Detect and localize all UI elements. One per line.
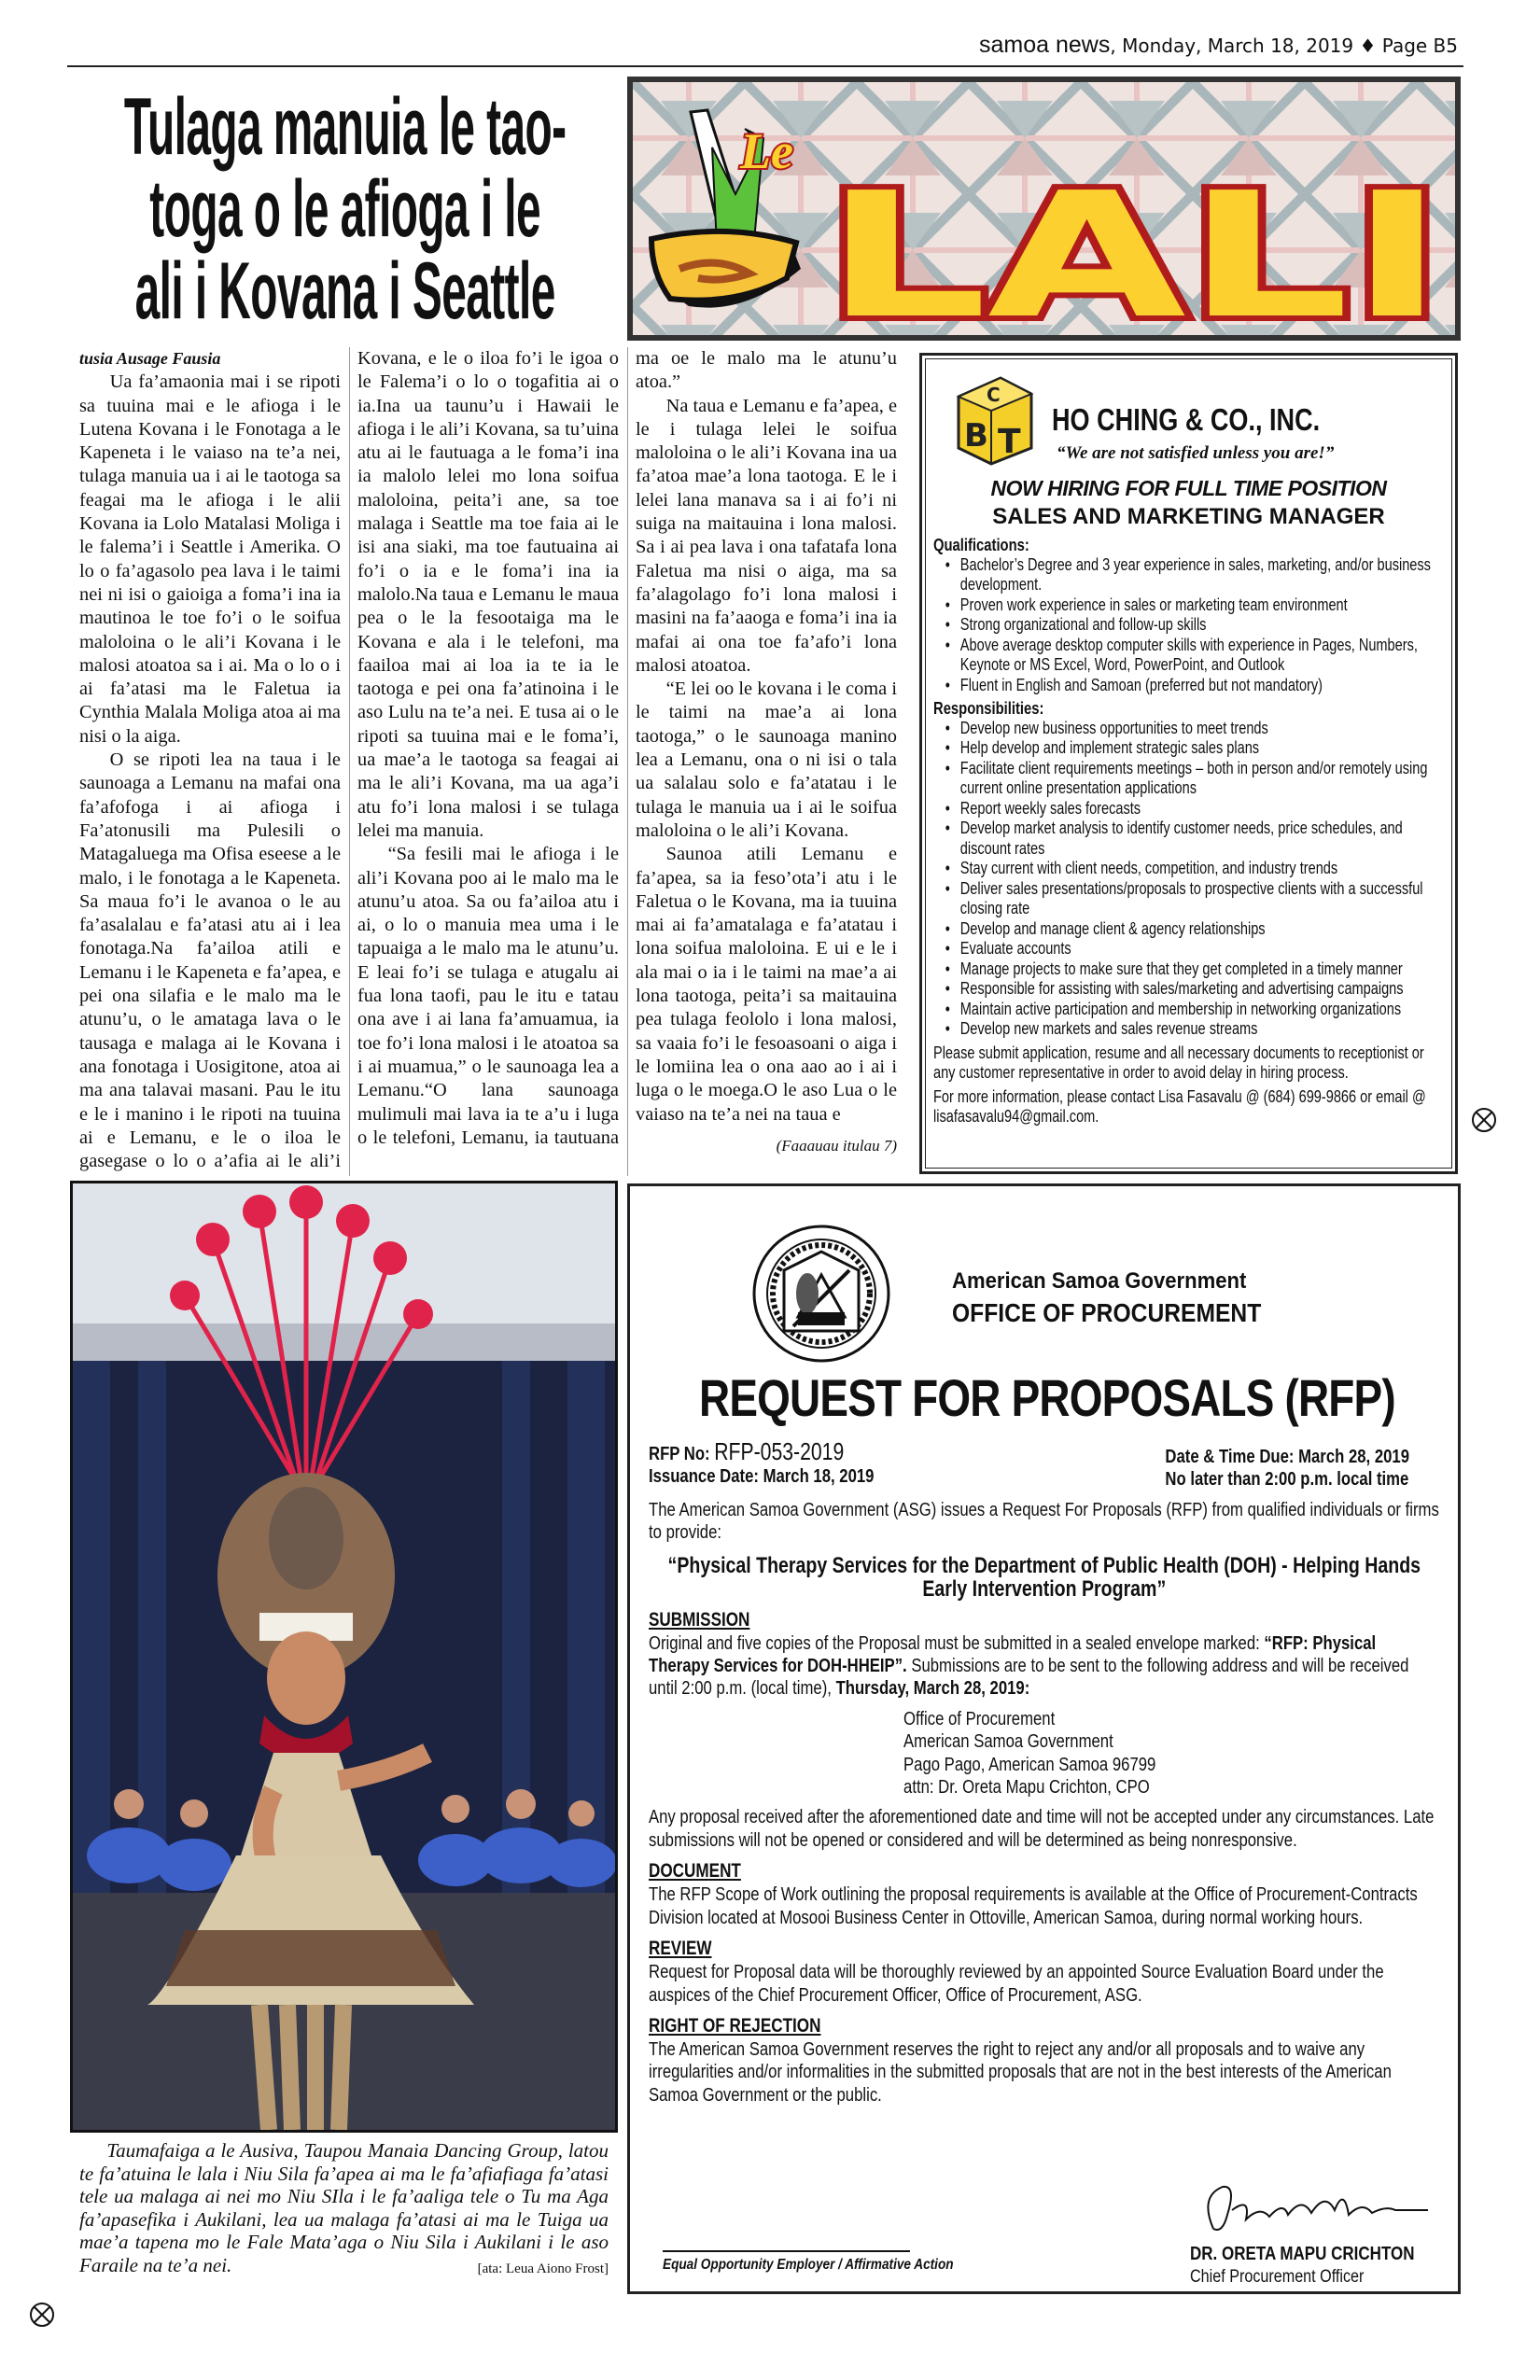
qualifications-label: Qualifications:	[933, 535, 1029, 554]
review-text: Request for Proposal data will be thoroughly reviewed by an appointed Source Evaluation Board under the auspices of the Chief Procurement Officer, Office of Procurement, ASG.	[649, 1961, 1384, 2006]
address-line: Office of Procurement	[903, 1707, 1056, 1729]
list-item: • Develop new markets and sales revenue streams	[945, 1019, 1441, 1040]
project-title: “Physical Therapy Services for the Department of Public Health (DOH) - Helping Hands Early Intervention Program”	[667, 1552, 1421, 1602]
date-page: , Monday, March 18, 2019 ♦ Page B5	[1110, 35, 1458, 57]
article-paragraph: O se ripoti lea na taua i le saunoaga a Lemanu na mafai ona fa’afofoga i ai afioga i Fa’atonusili ma Pulesili o Matagaluega ma Ofisa eseese a le malo, i le fonotaga a le Kapeneta. Sa maua fo’i le avanoa o le au fa’asalalau e fa’atasi atu ai i lea fonotaga.Na fa’ailoa atili e Lemanu i le Kapeneta e fa’apea, e pei ona silafia e le malo ma le atunu’u, o le amataga lava o le tausaga e malaga ai le Kovana i ana fonotaga i Uosigitone, atoa ai ma ana talavai masani. Pau le itu e le i manino i le ripoti na tuuina ai e Lemanu, e le o iloa le gasegase o lo o a’afia ai le ali’i Kovana, e le o iloa fo’i le igoa o le Falema’i o lo o togafitia ai o ia.Ina ua taunu’u i Hawaii le afioga i le ali’i Kovana, sa tu’uina atu ai le fautuaga a le foma’i ina ia malolo lelei mo lona soifua maloloina, peita’i ane, sa toe malaga i Seattle ma toe faia ai le isi ana siaki, ma toe fautuaina ai fo’i o ia e le foma’i ina ia malolo.Na taua e Lemanu le maua pea o le la fesootaiga ma le Kovana e ala i le telefoni, ma faailoa mai ai loa ia te ia le taotoga e pei ona fa’atinoina i le aso Lulu na te’a nei. E tusa ai o le ripoti sa tuuina mai e le foma’i, ua mae’a le taotoga sa feagai ai ma le ali’i Kovana, ma ua aga’i atu fo’i lona malosi i se tulaga lelei ma manuia.	[79, 348, 619, 1172]
responsibilities-label: Responsibilities:	[933, 698, 1044, 718]
list-item: • Proven work experience in sales or marketing team environment	[945, 595, 1441, 616]
due-date: Date & Time Due: March 28, 2019	[1165, 1446, 1409, 1467]
rfp-intro: The American Samoa Government (ASG) issues a Request For Proposals (RFP) from qualified individuals or firms to provide:	[649, 1498, 1439, 1544]
list-item: • Stay current with client needs, competition, and industry trends	[945, 859, 1441, 879]
submission-heading: SUBMISSION	[649, 1608, 750, 1631]
signer-title: Chief Procurement Officer	[1190, 2267, 1365, 2287]
rejection-text: The American Samoa Government reserves the right to reject any and/or all proposals and to waive any irregularities and/or informalities in the submitted proposals that are not in the best interests of the American Samoa Government or the public.	[649, 2037, 1392, 2106]
document-heading: DOCUMENT	[649, 1860, 741, 1883]
banner-le: Le	[740, 123, 793, 179]
headline-line: ali i Kovana i Seattle	[134, 246, 555, 336]
article-paragraph: Saunoa atili Lemanu e fa’apea, sa ia feso’ota’i atu i le Faletua o le Kovana, ma ia tuuina mai ai fa’amatalaga e fa’atatau i lona soifua maloloina. E ui e le i ala mai o ia i le taimi na mae’a ai lona taotoga, peita’i sa maitauina pea tulaga feololo i lona malosi, sa vaaia fo’i le fesoasoani o aiga i le lomiina lea o ona aao ao i ai i luga o le moega.O le aso Lua o le vaiaso na te’a nei na taua e	[636, 844, 897, 1125]
article-headline	[70, 82, 620, 336]
headline-line: Tulaga manuia le tao-	[123, 82, 567, 172]
list-item: • Develop market analysis to identify customer needs, price schedules, and discount rates	[945, 819, 1441, 859]
svg-text:T: T	[998, 423, 1021, 461]
responsibilities-list	[933, 719, 1441, 1040]
photo-caption	[79, 2139, 609, 2280]
org-name: American Samoa Government	[952, 1268, 1247, 1294]
list-item: • Manage projects to make sure that they get completed in a timely manner	[945, 959, 1441, 980]
list-item: • Report weekly sales forecasts	[945, 799, 1441, 819]
list-item: • Responsible for assisting with sales/marketing and advertising campaigns	[945, 979, 1441, 1000]
registration-mark-icon	[1470, 1106, 1498, 1134]
submission-part: Original and five copies of the Proposal must be submitted in a sealed envelope marked:	[649, 1631, 1265, 1654]
late-note: Any proposal received after the aforementioned date and time will not be accepted under any circumstances. Late submissions will not be opened or considered and will be determined as being nonresponsive.	[649, 1806, 1435, 1851]
rfp-meta	[649, 1437, 1440, 1491]
article-paragraph: “Sa fesili mai le afioga i le ali’i Kovana poo ai le malo ma le atunu’u atoa. Sa ou fa’ailoa atu i ai, o lo o manuia mea uma i le tapuaiga a le malo ma le atunu’u. E leai fo’i se tulaga e atugalu ai fua lona taofi, pau le itu e tatau ona ave i ai lana fa’amuamua, ia toe fo’i lona malosi i le atoatoa sa i ai muamua,” o le saunoaga lea a Lemanu.“O lana saunoaga mulimuli mai lava ia te a’u i luga o le telefoni, Lemanu, ia tautuana ma oe le malo ma le atunu’u atoa.”	[357, 348, 897, 1148]
photo-credit: [ata: Leua Aiono Frost]	[477, 2261, 609, 2276]
registration-mark-icon	[28, 2301, 56, 2329]
signer-name: DR. ORETA MAPU CRICHTON	[1190, 2244, 1415, 2264]
cbt-logo	[949, 373, 1038, 467]
address-line: attn: Dr. Oreta Mapu Crichton, CPO	[903, 1776, 1150, 1799]
submission-text	[649, 1632, 1440, 1701]
eeo-text: Equal Opportunity Employer / Affirmative Action	[663, 2257, 954, 2273]
rejection-heading: RIGHT OF REJECTION	[649, 2014, 821, 2037]
signature	[1195, 2177, 1437, 2243]
banner-lali: LALI	[824, 155, 1445, 335]
job-details	[933, 535, 1441, 1127]
le-lali-banner	[627, 77, 1461, 341]
continued-note: (Faaauau itulau 7)	[776, 1136, 897, 1155]
american-samoa-seal	[751, 1224, 891, 1364]
list-item: • Develop new business opportunities to meet trends	[945, 719, 1441, 739]
rfp-ad	[627, 1183, 1461, 2294]
article-paragraph: “E lei oo le kovana i le coma i le taimi na mae’a ai lona taotoga,” o le saunoaga manino lea a Lemanu, ona o ni isi o tala ua salalau solo e fa’atatau i le tulaga le manuia ua i ai le soifua maloloina o le ali’i Kovana.	[636, 679, 897, 841]
review-heading: REVIEW	[649, 1938, 712, 1960]
document-text: The RFP Scope of Work outlining the proposal requirements is available at the Office of Procurement-Contracts Division located at Mosooi Business Center in Ottoville, American Samoa, during normal working hours.	[649, 1883, 1418, 1928]
job-ad	[919, 353, 1458, 1174]
rfp-no-label: RFP No:	[649, 1443, 710, 1464]
rfp-body	[649, 1437, 1440, 2107]
due-time: No later than 2:00 p.m. local time	[1165, 1468, 1409, 1491]
address-line: American Samoa Government	[903, 1730, 1113, 1753]
svg-text:B: B	[964, 417, 988, 455]
list-item: • Strong organizational and follow-up skills	[945, 615, 1441, 636]
list-item: • Evaluate accounts	[945, 939, 1441, 959]
list-item: • Facilitate client requirements meetings – both in person and/or remotely using current online presentation applications	[945, 759, 1441, 799]
caption-text: Taumafaiga a le Ausiva, Taupou Manaia Dancing Group, latou te fa’atuina le lala i Niu Sila fa’apea ai ma le fa’afiafiaga fa’atasi tele ua malaga ai nei mo Niu SIla i le fa’aaliga tele o Tu ma Aga fa’apasefika i Aukilani, lea ua malaga fa’atasi ai ma le Tuiga ua mae’a tapena mo le Fale Mata’aga o Niu Sila i Aukilani i le aso Faraile na te’a nei.	[79, 2139, 609, 2276]
issuance-date: Issuance Date: March 18, 2019	[649, 1465, 875, 1488]
article-paragraph: Ua fa’amaonia mai i se ripoti sa tuuina mai e le afioga i le Lutena Kovana i le Fonotaga a le Kapeneta i le vaiaso na te’a nei, tulaga manuia ua i ai le taotoga sa feagai ma le afioga i le alii Kovana ia Lolo Matalasi Moliga i le falema’i i Seattle i Amerika. O lo o fa’agasolo pea lava i le taimi nei ni isi o gaioiga a foma’i ina ia mautinoa le toe fo’i o le soifua maloloina o le ali’i Kovana i le malosi atoatoa sa i ai. Ma o lo o i ai fa’atasi ma le Faletua ia Cynthia Malala Moliga atoa ai ma nisi o la aiga.	[79, 371, 341, 747]
contact-note: For more information, please contact Lisa Fasavalu @ (684) 699-9866 or email @ lisafasavalu94@gmail.com.	[933, 1086, 1426, 1126]
submit-note: Please submit application, resume and all necessary documents to receptionist or any customer representative in order to avoid delay in hiring process.	[933, 1043, 1424, 1082]
dancer-photo	[70, 1181, 618, 2133]
byline: tusia Ausage Fausia	[79, 349, 221, 368]
submission-mark: “RFP: Physical Therapy Services for DOH-HHEIP”.	[649, 1631, 1377, 1677]
qualifications-list	[933, 555, 1441, 696]
company-tagline: “We are not satisfied unless you are!”	[1057, 443, 1335, 463]
submission-part: Submissions are to be sent to the following address and will be received until 2:00 p.m. (local time),	[649, 1655, 1409, 1700]
list-item: • Fluent in English and Samoan (preferred but not mandatory)	[945, 676, 1441, 696]
list-item: • Deliver sales presentations/proposals to prospective clients with a successful closing rate	[945, 879, 1441, 919]
le-lali-logo	[633, 82, 1455, 335]
article-paragraph: Na taua e Lemanu e fa’apea, e le i tulaga lelei le soifua maloloina o le ali’i Kovana ina ua fa’atoa mae’a lona taotoga. E le i lelei lana manava sa i ai fo’i ni suiga na maitauina i lona malosi. Sa i ai pea lava i ona tafatafa lona Faletua ma nisi o aiga, ma sa fa’alagolago fo’i lona malosi i masini na fa’aaoga e foma’i ina ia mafai ai ona toe fa’afo’i lona malosi atoatoa.	[636, 395, 897, 676]
header-rule	[67, 65, 1463, 67]
article-body	[79, 347, 897, 1176]
rfp-number: RFP-053-2019	[714, 1437, 845, 1465]
list-item: • Develop and manage client & agency relationships	[945, 919, 1441, 940]
eeo-statement	[663, 2250, 954, 2275]
dancer-image	[73, 1183, 615, 2130]
hiring-heading: NOW HIRING FOR FULL TIME POSITION	[990, 476, 1387, 500]
list-item: • Help develop and implement strategic sales plans	[945, 738, 1441, 759]
masthead-brand: samoa news	[979, 32, 1111, 58]
list-item: • Maintain active participation and membership in networking organizations	[945, 1000, 1441, 1020]
company-name: HO CHING & CO., INC.	[1052, 402, 1321, 437]
list-item: • Bachelor’s Degree and 3 year experience in sales, marketing, and/or business development.	[945, 555, 1441, 595]
mailing-address	[649, 1708, 1440, 1799]
address-line: Pago Pago, American Samoa 96799	[903, 1753, 1156, 1775]
office-name: OFFICE OF PROCUREMENT	[952, 1298, 1262, 1327]
position-title: SALES AND MARKETING MANAGER	[992, 504, 1385, 529]
list-item: • Above average desktop computer skills with experience in Pages, Numbers, Keynote or MS Excel, Word, PowerPoint, and Outlook	[945, 636, 1441, 676]
rfp-title: REQUEST FOR PROPOSALS (RFP)	[699, 1368, 1395, 1427]
running-head	[979, 32, 1458, 59]
svg-text:C: C	[987, 384, 1001, 406]
submission-deadline: Thursday, March 28, 2019:	[835, 1677, 1030, 1700]
headline-line: toga o le afioga i le	[149, 164, 541, 254]
